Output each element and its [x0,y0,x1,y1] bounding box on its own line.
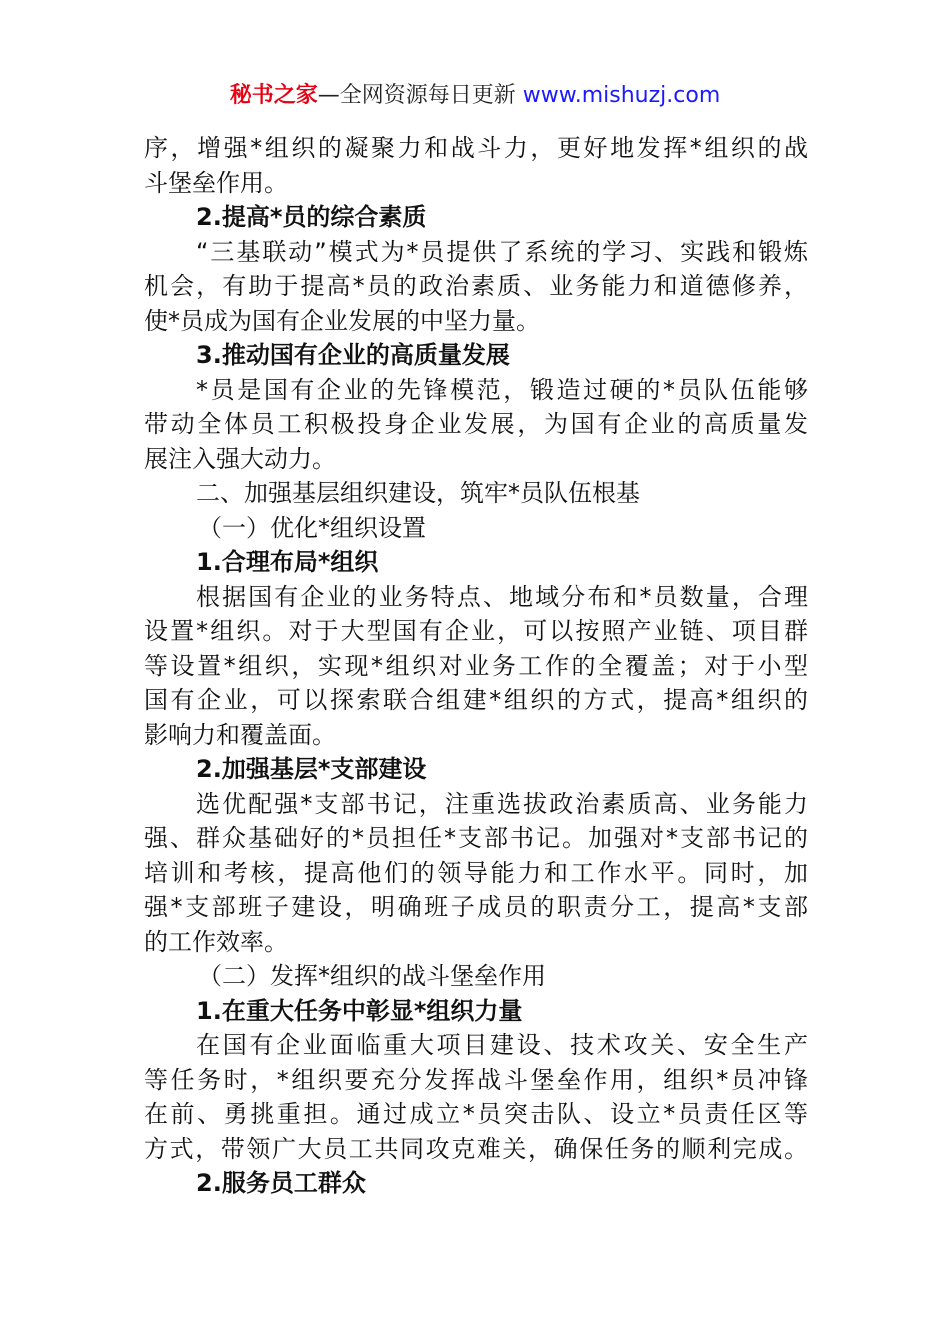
paragraph-line: 国有企业，可以探索联合组建*组织的方式，提高*组织的 [144,686,808,714]
section-heading: 1.合理布局*组织 [196,548,379,576]
paragraph-line: 影响力和覆盖面。 [144,720,336,749]
paragraph-line: 根据国有企业的业务特点、地域分布和*员数量，合理 [196,582,808,611]
paragraph-line: 展注入强大动力。 [144,444,336,473]
paragraph-line: 等设置*组织，实现*组织对业务工作的全覆盖；对于小型 [144,651,808,680]
paragraph-line: 斗堡垒作用。 [144,168,288,197]
chapter-heading: 二、加强基层组织建设，筑牢*员队伍根基 [196,479,640,507]
section-heading: 2.提高*员的综合素质 [196,203,427,231]
site-header [0,80,950,112]
paragraph-line: 培训和考核，提高他们的领导能力和工作水平。同时，加 [144,858,808,887]
section-heading: 2.加强基层*支部建设 [196,755,427,783]
paragraph-line: *员是国有企业的先锋模范，锻造过硬的*员队伍能够 [196,375,808,404]
paragraph-line: 的工作效率。 [144,927,288,956]
paragraph-line: “三基联动”模式为*员提供了系统的学习、实践和锻炼 [196,237,808,266]
header-tagline: —全网资源每日更新 [317,83,516,108]
brand-name: 秘书之家 [229,83,318,108]
paragraph-line: 方式，带领广大员工共同攻克难关，确保任务的顺利完成。 [144,1134,808,1163]
section-heading: 1.在重大任务中彰显*组织力量 [196,996,523,1025]
paragraph-line: 序，增强*组织的凝聚力和战斗力，更好地发挥*组织的战 [144,134,808,162]
paragraph-line: 在国有企业面临重大项目建设、技术攻关、安全生产 [196,1031,808,1059]
paragraph-line: 带动全体员工积极投身企业发展，为国有企业的高质量发 [144,410,808,438]
section-heading: 3.推动国有企业的高质量发展 [196,341,510,369]
paragraph-line: 等任务时，*组织要充分发挥战斗堡垒作用，组织*员冲锋 [144,1065,808,1094]
document-body [144,131,808,1201]
paragraph-line: 设置*组织。对于大型国有企业，可以按照产业链、项目群 [144,617,808,645]
paragraph-line: 使*员成为国有企业发展的中坚力量。 [144,306,540,335]
paragraph-line: 选优配强*支部书记，注重选拔政治素质高、业务能力 [196,789,808,818]
paragraph-line: 强*支部班子建设，明确班子成员的职责分工，提高*支部 [144,893,808,921]
paragraph-line: 在前、勇挑重担。通过成立*员突击队、设立*员责任区等 [144,1100,808,1128]
paragraph-line: 机会，有助于提高*员的政治素质、业务能力和道德修养， [144,272,808,300]
subsection-heading: （一）优化*组织设置 [198,513,426,542]
paragraph-line: 强、群众基础好的*员担任*支部书记。加强对*支部书记的 [144,824,808,852]
site-url-link[interactable]: www.mishuzj.com [522,83,721,108]
subsection-heading: （二）发挥*组织的战斗堡垒作用 [198,962,546,990]
section-heading: 2.服务员工群众 [196,1169,366,1197]
